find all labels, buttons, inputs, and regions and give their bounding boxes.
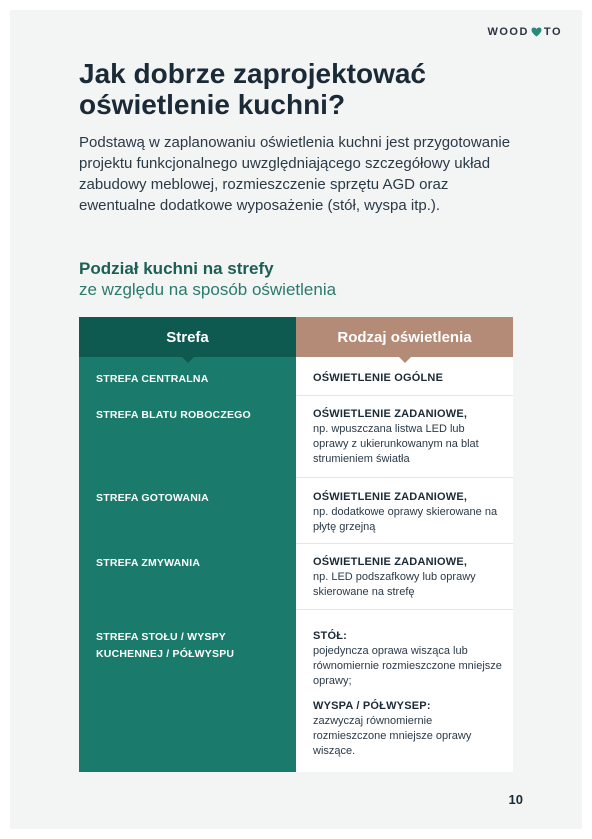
lighting-head-2: WYSPA / PÓŁWYSEP: — [313, 700, 431, 712]
row-divider — [296, 609, 513, 610]
zone-cell: STREFA ZMYWANIA — [96, 557, 201, 569]
section-title: Podział kuchni na strefy — [79, 259, 274, 278]
lighting-head: OŚWIETLENIE ZADANIOWE, — [313, 556, 468, 568]
page-number: 10 — [508, 792, 523, 807]
lighting-cell — [313, 371, 503, 386]
logo-text-right: TO — [543, 26, 562, 38]
lighting-cell — [313, 629, 503, 759]
row-divider — [296, 543, 513, 544]
zone-cell: STREFA STOŁU / WYSPY KUCHENNEJ / PÓŁWYSPU — [96, 631, 235, 660]
section-subtitle: ze względu na sposób oświetlenia — [79, 280, 337, 299]
lighting-desc-2: zazwyczaj równomiernie rozmieszczone mniejsze oprawy wiszące. — [313, 715, 472, 757]
lighting-cell — [313, 555, 503, 600]
lighting-desc: np. wpuszczana listwa LED lub oprawy z ukierunkowanym na blat strumieniem światła — [313, 423, 479, 465]
logo-text-left: WOOD — [487, 26, 529, 38]
intro-paragraph: Podstawą w zaplanowaniu oświetlenia kuchni jest przygotowanie projektu funkcjonalnego uwzględniającego szczegółowy układ zabudowy meblowej, rozmieszczenie sprzętu AGD oraz ewentualne dodatkowe wyposażenie (stół, wyspa itp.). — [79, 134, 511, 214]
page — [10, 10, 582, 829]
header-lighting: Rodzaj oświetlenia — [296, 317, 513, 357]
brand-logo — [487, 26, 562, 38]
lighting-desc: np. dodatkowe oprawy skierowane na płytę grzejną — [313, 506, 498, 533]
lighting-head: OŚWIETLENIE ZADANIOWE, — [313, 491, 468, 503]
zone-cell: STREFA GOTOWANIA — [96, 492, 209, 504]
header-zone: Strefa — [79, 317, 296, 357]
heart-icon — [531, 27, 542, 37]
table-header — [79, 317, 513, 357]
row-divider — [296, 477, 513, 478]
lighting-head: OŚWIETLENIE ZADANIOWE, — [313, 408, 468, 420]
lighting-head: OŚWIETLENIE OGÓLNE — [313, 372, 444, 384]
table-body — [79, 357, 513, 772]
lighting-desc: np. LED podszafkowy lub oprawy skierowane na strefę — [313, 571, 476, 598]
zones-table — [79, 317, 513, 772]
zone-cell: STREFA BLATU ROBOCZEGO — [96, 409, 251, 421]
lighting-desc: pojedyncza oprawa wisząca lub równomiernie rozmieszczone mniejsze oprawy; — [313, 645, 502, 687]
row-divider — [296, 395, 513, 396]
page-title: Jak dobrze zaprojektować oświetlenie kuchni? — [79, 58, 427, 120]
zone-cell: STREFA CENTRALNA — [96, 373, 209, 385]
lighting-head: STÓŁ: — [313, 630, 347, 642]
lighting-cell — [313, 407, 503, 467]
lighting-cell — [313, 490, 503, 535]
